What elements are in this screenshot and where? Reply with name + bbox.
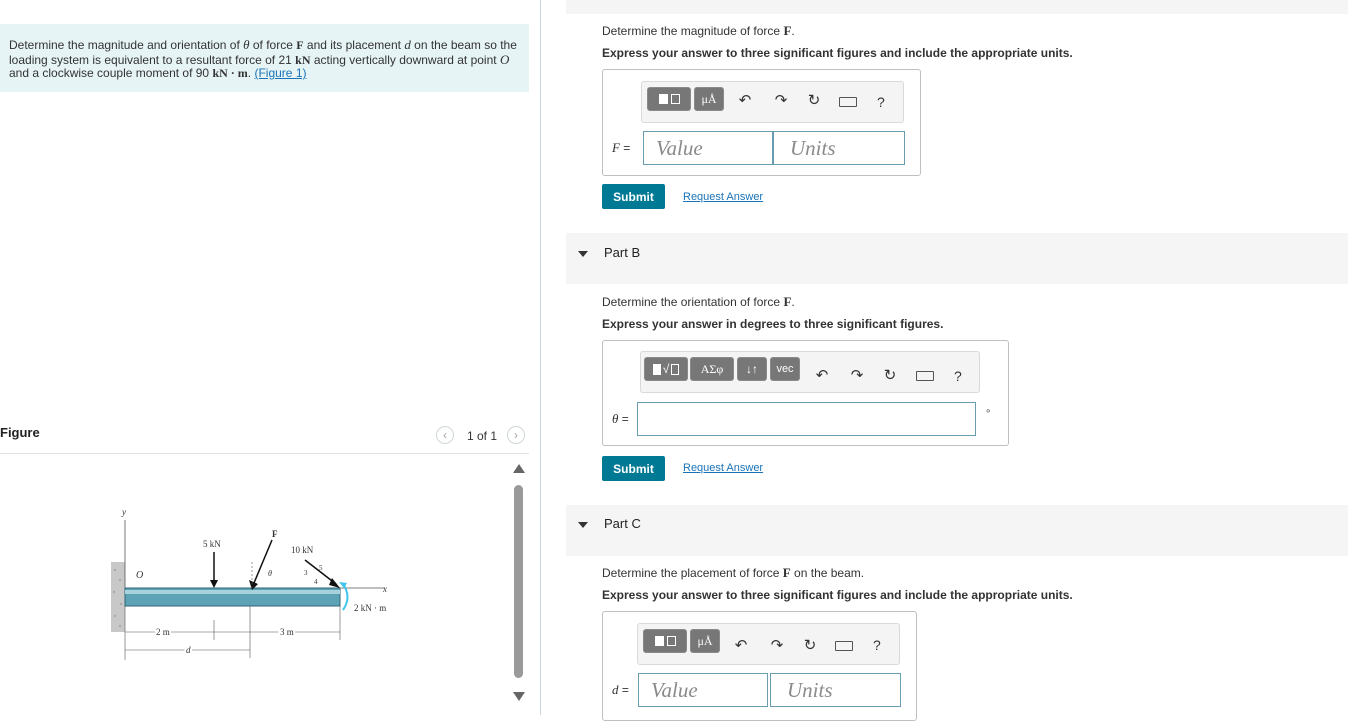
template-icon	[655, 636, 676, 646]
keyboard-icon[interactable]	[835, 641, 853, 651]
units-symbol-label: μÅ	[701, 91, 717, 106]
figure-link[interactable]: (Figure 1)	[254, 66, 307, 80]
part-a-question: Determine the magnitude of force F.	[602, 23, 795, 38]
couple-moment-label: 2 kN · m	[354, 603, 387, 613]
reset-icon[interactable]: ↻	[807, 92, 821, 109]
degree-unit: ∘	[985, 406, 992, 417]
part-a-var-label: F =	[612, 140, 631, 155]
redo-icon[interactable]: ↷	[850, 367, 864, 384]
part-b-var-label: θ =	[612, 411, 629, 426]
undo-icon[interactable]: ↶	[815, 367, 829, 384]
part-c-title[interactable]: Part C	[604, 516, 641, 531]
figure-next-button[interactable]	[507, 426, 525, 444]
reset-icon[interactable]: ↻	[803, 637, 817, 654]
wall-support	[111, 562, 125, 632]
undo-icon[interactable]: ↶	[734, 637, 748, 654]
arrows-button[interactable]	[737, 357, 767, 381]
vector-button[interactable]	[770, 357, 800, 381]
scrollbar-thumb[interactable]	[514, 485, 523, 678]
scroll-up-arrow-icon[interactable]	[513, 464, 525, 473]
beam-highlight	[125, 590, 340, 594]
units-symbol-button[interactable]	[694, 87, 724, 111]
part-a-submit-button[interactable]: Submit	[602, 184, 665, 209]
figure-divider	[0, 453, 529, 454]
part-b-title[interactable]: Part B	[604, 245, 641, 260]
keyboard-icon[interactable]	[839, 97, 857, 107]
load-5kn-arrowhead	[210, 580, 218, 588]
part-a-value-input[interactable]: Value	[643, 131, 773, 165]
part-c-var-label: d =	[612, 682, 629, 697]
part-b-answer-input[interactable]	[637, 402, 976, 436]
problem-statement: Determine the magnitude and orientation of θ of force F and its placement d on the beam so the loading system is equivalent to a resultant force of 21 kN acting vertically downward at point O and a clockwise couple moment of 90 kN · m. (Figure 1)	[9, 37, 517, 80]
slope-ratio-3: 3	[304, 569, 308, 577]
part-a-header-band	[566, 0, 1348, 14]
chevron-right-icon: ›	[514, 428, 518, 442]
force-f-label: F	[272, 529, 278, 539]
undo-icon[interactable]: ↶	[738, 92, 752, 109]
part-b-header[interactable]	[566, 233, 1348, 284]
part-b-collapse-icon[interactable]	[578, 251, 588, 257]
template-icon	[659, 94, 680, 104]
figure-pager-text: 1 of 1	[467, 429, 498, 443]
part-c-question: Determine the placement of force F on the beam.	[602, 565, 865, 580]
dim-3m-label: 3 m	[280, 627, 294, 637]
load-10kn-label: 10 kN	[291, 545, 314, 555]
templates-button[interactable]	[644, 357, 688, 381]
figure-heading: Figure	[0, 425, 40, 440]
template-button[interactable]	[643, 629, 687, 653]
slope-ratio-4: 4	[314, 578, 318, 586]
part-a-request-answer-link[interactable]: Request Answer	[683, 191, 764, 203]
chevron-left-icon: ‹	[443, 428, 447, 442]
units-symbol-label: μÅ	[697, 633, 713, 648]
y-axis-label: y	[122, 507, 126, 517]
units-symbol-button[interactable]	[690, 629, 720, 653]
part-c-units-input[interactable]: Units	[770, 673, 901, 707]
theta-label: θ	[268, 569, 272, 578]
load-5kn-label: 5 kN	[203, 539, 221, 549]
redo-icon[interactable]: ↷	[770, 637, 784, 654]
dim-2m-label: 2 m	[156, 627, 170, 637]
part-b-question: Determine the orientation of force F.	[602, 294, 795, 309]
help-button[interactable]: ?	[877, 94, 885, 110]
x-axis-label: x	[383, 584, 387, 594]
part-b-request-answer-link[interactable]: Request Answer	[683, 462, 764, 474]
part-a-instruction: Express your answer to three significant figures and include the appropriate units.	[602, 46, 1073, 60]
reset-icon[interactable]: ↻	[883, 367, 897, 384]
part-a-units-input[interactable]: Units	[773, 131, 905, 165]
part-b-instruction: Express your answer in degrees to three significant figures.	[602, 317, 944, 331]
vector-label: vec	[776, 363, 794, 375]
keyboard-icon[interactable]	[916, 371, 934, 381]
dim-d-label: d	[186, 645, 191, 655]
part-b-submit-button[interactable]: Submit	[602, 456, 665, 481]
part-c-value-input[interactable]: Value	[638, 673, 768, 707]
figure-prev-button[interactable]	[436, 426, 454, 444]
radical-template-icon: √	[653, 362, 680, 376]
beam-figure	[100, 500, 420, 670]
point-o-label: O	[136, 570, 144, 581]
help-button[interactable]: ?	[873, 637, 881, 653]
help-button[interactable]: ?	[954, 368, 962, 384]
template-button[interactable]	[647, 87, 691, 111]
slope-ratio-5: 5	[319, 564, 323, 572]
greek-symbols-label: ΑΣφ	[700, 361, 724, 376]
part-c-header[interactable]	[566, 505, 1348, 556]
pane-divider[interactable]	[540, 0, 541, 715]
arrows-label: ↓↑	[746, 362, 758, 376]
scroll-down-arrow-icon[interactable]	[513, 692, 525, 701]
redo-icon[interactable]: ↷	[774, 92, 788, 109]
part-c-collapse-icon[interactable]	[578, 522, 588, 528]
greek-symbols-button[interactable]	[690, 357, 734, 381]
part-c-instruction: Express your answer to three significant figures and include the appropriate units.	[602, 588, 1073, 602]
